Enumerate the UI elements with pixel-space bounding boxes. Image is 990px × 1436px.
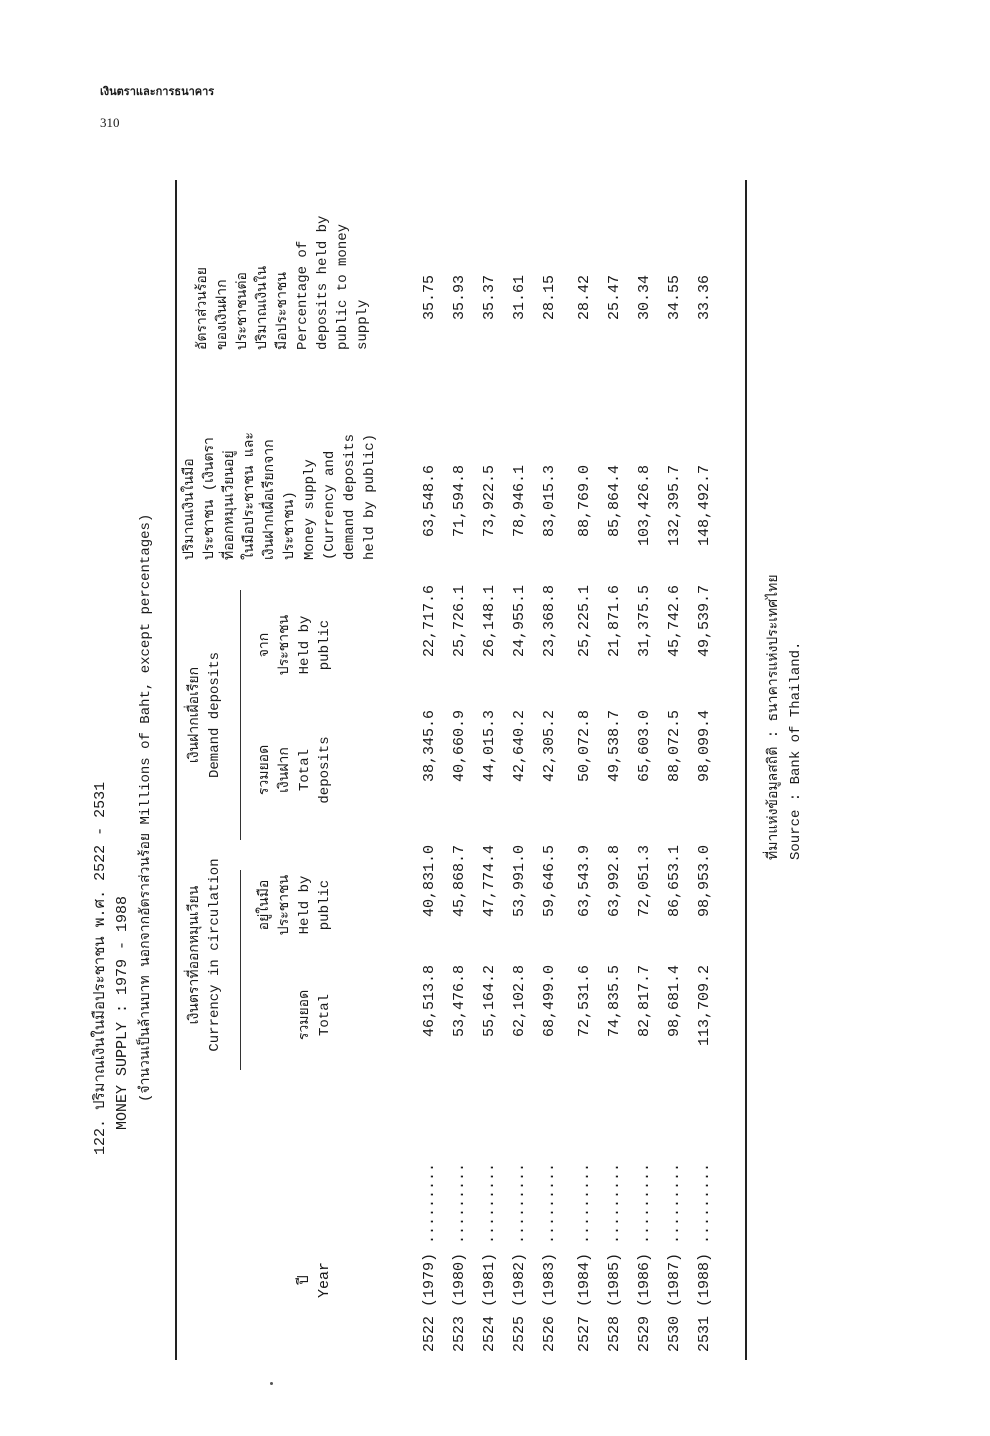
demand-total-en2: deposits xyxy=(317,736,333,804)
pct-th2: ของเงินฝาก xyxy=(215,279,231,350)
pct-cell: 31.61 xyxy=(511,275,528,321)
dh-cell: 24,955.1 xyxy=(511,585,528,658)
currency-group-th: เงินตราที่ออกหมุนเวียน xyxy=(187,885,203,1025)
page-number: 310 xyxy=(100,115,120,130)
money-supply-th5: เงินฝากเผื่อเรียกจาก xyxy=(262,439,278,560)
currency-held-en1: Held by xyxy=(297,875,313,935)
ms-cell: 73,922.5 xyxy=(481,465,498,538)
ms-cell: 71,594.8 xyxy=(451,465,468,538)
ch-cell: 86,653.1 xyxy=(666,845,683,918)
ch-cell: 72,051.3 xyxy=(636,845,653,918)
ct-cell: 98,681.4 xyxy=(666,965,683,1038)
rotated-table xyxy=(85,180,825,1360)
year-cell: 2526 (1983) ......... xyxy=(541,1162,558,1352)
ct-cell: 74,835.5 xyxy=(606,965,623,1038)
demand-total-th2: เงินฝาก xyxy=(277,747,293,793)
pct-th1: อัตราส่วนร้อย xyxy=(195,267,211,350)
ct-cell: 82,817.7 xyxy=(636,965,653,1038)
currency-held-th2: ประชาชน xyxy=(277,874,293,936)
dh-cell: 31,375.5 xyxy=(636,585,653,658)
money-supply-th1: ปริมาณเงินในมือ xyxy=(182,458,198,560)
dh-cell: 26,148.1 xyxy=(481,585,498,658)
money-supply-th6: ประชาชน) xyxy=(282,491,298,560)
ch-cell: 59,646.5 xyxy=(541,845,558,918)
dt-cell: 88,072.5 xyxy=(666,710,683,783)
table-row xyxy=(575,180,597,1360)
demand-held-en1: Held by xyxy=(297,615,313,675)
source-th: ที่มาแห่งข้อมูลสถิติ : ธนาคารแห่งประเทศไทย xyxy=(766,574,782,860)
ms-cell: 148,492.7 xyxy=(696,465,713,547)
currency-total-th: รวมยอด xyxy=(297,989,313,1041)
dt-cell: 50,072.8 xyxy=(576,710,593,783)
source-en: Source : Bank of Thailand. xyxy=(788,641,804,860)
pct-cell: 28.15 xyxy=(541,275,558,321)
table-row xyxy=(510,180,532,1360)
year-cell: 2522 (1979) ......... xyxy=(421,1162,438,1352)
table-row xyxy=(450,180,472,1360)
table-row xyxy=(605,180,627,1360)
pct-cell: 30.34 xyxy=(636,275,653,321)
money-supply-en1: Money supply xyxy=(302,459,318,560)
pct-en3: public to money xyxy=(335,223,351,350)
ms-cell: 103,426.8 xyxy=(636,465,653,547)
table-row xyxy=(540,180,562,1360)
table-unit: (จำนวนเป็นล้านบาท นอกจากอัตราส่วนร้อย Millions of Baht, except percentages) xyxy=(138,513,154,1102)
dt-cell: 49,538.7 xyxy=(606,710,623,783)
pct-en2: deposits held by xyxy=(315,215,331,350)
pct-cell: 33.36 xyxy=(696,275,713,321)
dt-cell: 65,603.0 xyxy=(636,710,653,783)
ct-cell: 72,531.6 xyxy=(576,965,593,1038)
ms-cell: 83,015.3 xyxy=(541,465,558,538)
currency-total-en: Total xyxy=(317,994,333,1037)
pct-cell: 34.55 xyxy=(666,275,683,321)
year-header-th: ปี xyxy=(296,1275,313,1285)
dt-cell: 42,305.2 xyxy=(541,710,558,783)
ct-cell: 62,102.8 xyxy=(511,965,528,1038)
dt-cell: 42,640.2 xyxy=(511,710,528,783)
ch-cell: 40,831.0 xyxy=(421,845,438,918)
dt-cell: 38,345.6 xyxy=(421,710,438,783)
ch-cell: 63,992.8 xyxy=(606,845,623,918)
table-row xyxy=(420,180,442,1360)
money-supply-th2: ประชาชน (เงินตรา xyxy=(202,437,218,560)
year-cell: 2524 (1981) ......... xyxy=(481,1162,498,1352)
year-header-en: Year xyxy=(316,1262,333,1299)
bottom-rule xyxy=(745,180,747,1360)
dh-cell: 22,717.6 xyxy=(421,585,438,658)
ct-cell: 68,499.0 xyxy=(541,965,558,1038)
money-supply-en4: held by public) xyxy=(362,433,378,560)
ms-cell: 88,769.0 xyxy=(576,465,593,538)
ch-cell: 53,991.0 xyxy=(511,845,528,918)
pct-cell: 35.37 xyxy=(481,275,498,321)
dt-cell: 98,099.4 xyxy=(696,710,713,783)
table-row xyxy=(665,180,687,1360)
speck xyxy=(270,1382,273,1385)
ct-cell: 55,164.2 xyxy=(481,965,498,1038)
year-cell: 2523 (1980) ......... xyxy=(451,1162,468,1352)
ct-cell: 46,513.8 xyxy=(421,965,438,1038)
pct-en1: Percentage of xyxy=(295,240,311,350)
pct-th5: มือประชาชน xyxy=(275,272,291,350)
pct-cell: 28.42 xyxy=(576,275,593,321)
currency-held-th: อยู่ในมือ xyxy=(257,879,273,931)
demand-held-th2: ประชาชน xyxy=(277,614,293,676)
book-title: เงินตราและการธนาคาร xyxy=(100,85,215,98)
ch-cell: 98,953.0 xyxy=(696,845,713,918)
pct-cell: 35.75 xyxy=(421,275,438,321)
demand-group-th: เงินฝากเผื่อเรียก xyxy=(187,666,203,764)
demand-total-en1: Total xyxy=(297,749,313,792)
pct-cell: 35.93 xyxy=(451,275,468,321)
table-body xyxy=(85,180,825,1360)
demand-total-th: รวมยอด xyxy=(257,744,273,796)
dh-cell: 23,368.8 xyxy=(541,585,558,658)
ms-cell: 85,864.4 xyxy=(606,465,623,538)
year-cell: 2531 (1988) ......... xyxy=(696,1162,713,1352)
ms-cell: 132,395.7 xyxy=(666,465,683,547)
ct-cell: 53,476.8 xyxy=(451,965,468,1038)
currency-held-en2: public xyxy=(317,879,333,931)
pct-th4: ปริมาณเงินใน xyxy=(255,265,271,350)
dh-cell: 49,539.7 xyxy=(696,585,713,658)
money-supply-th4: ในมือประชาชน และ xyxy=(242,432,258,560)
table-title-en: MONEY SUPPLY : 1979 - 1988 xyxy=(114,895,131,1130)
ms-cell: 63,548.6 xyxy=(421,465,438,538)
ch-cell: 47,774.4 xyxy=(481,845,498,918)
dt-cell: 44,015.3 xyxy=(481,710,498,783)
pct-cell: 25.47 xyxy=(606,275,623,321)
year-cell: 2530 (1987) ......... xyxy=(666,1162,683,1352)
dh-cell: 45,742.6 xyxy=(666,585,683,658)
year-cell: 2527 (1984) ......... xyxy=(576,1162,593,1352)
table-row xyxy=(635,180,657,1360)
pct-th3: ประชาชนต่อ xyxy=(235,272,251,350)
ch-cell: 45,868.7 xyxy=(451,845,468,918)
table-title-th: 122. ปริมาณเงินในมือประชาชน พ.ศ. 2522 - 2531 xyxy=(92,781,109,1155)
year-cell: 2529 (1986) ......... xyxy=(636,1162,653,1352)
dt-cell: 40,660.9 xyxy=(451,710,468,783)
table-row xyxy=(480,180,502,1360)
table-row xyxy=(695,180,717,1360)
demand-held-en2: public xyxy=(317,619,333,671)
money-supply-en2: (Currency and xyxy=(322,450,338,560)
year-cell: 2528 (1985) ......... xyxy=(606,1162,623,1352)
dh-cell: 25,225.1 xyxy=(576,585,593,658)
currency-group-en: Currency in circulation xyxy=(207,858,223,1052)
ms-cell: 78,946.1 xyxy=(511,465,528,538)
ch-cell: 63,543.9 xyxy=(576,845,593,918)
money-supply-en3: demand deposits xyxy=(342,433,358,560)
ct-cell: 113,709.2 xyxy=(696,965,713,1047)
demand-group-en: Demand deposits xyxy=(207,651,223,779)
pct-en4: supply xyxy=(355,299,371,350)
year-cell: 2525 (1982) ......... xyxy=(511,1162,528,1352)
dh-cell: 21,871.6 xyxy=(606,585,623,658)
demand-held-th: จาก xyxy=(257,632,273,658)
dh-cell: 25,726.1 xyxy=(451,585,468,658)
money-supply-th3: ที่ออกหมุนเวียนอยู่ xyxy=(222,450,238,560)
